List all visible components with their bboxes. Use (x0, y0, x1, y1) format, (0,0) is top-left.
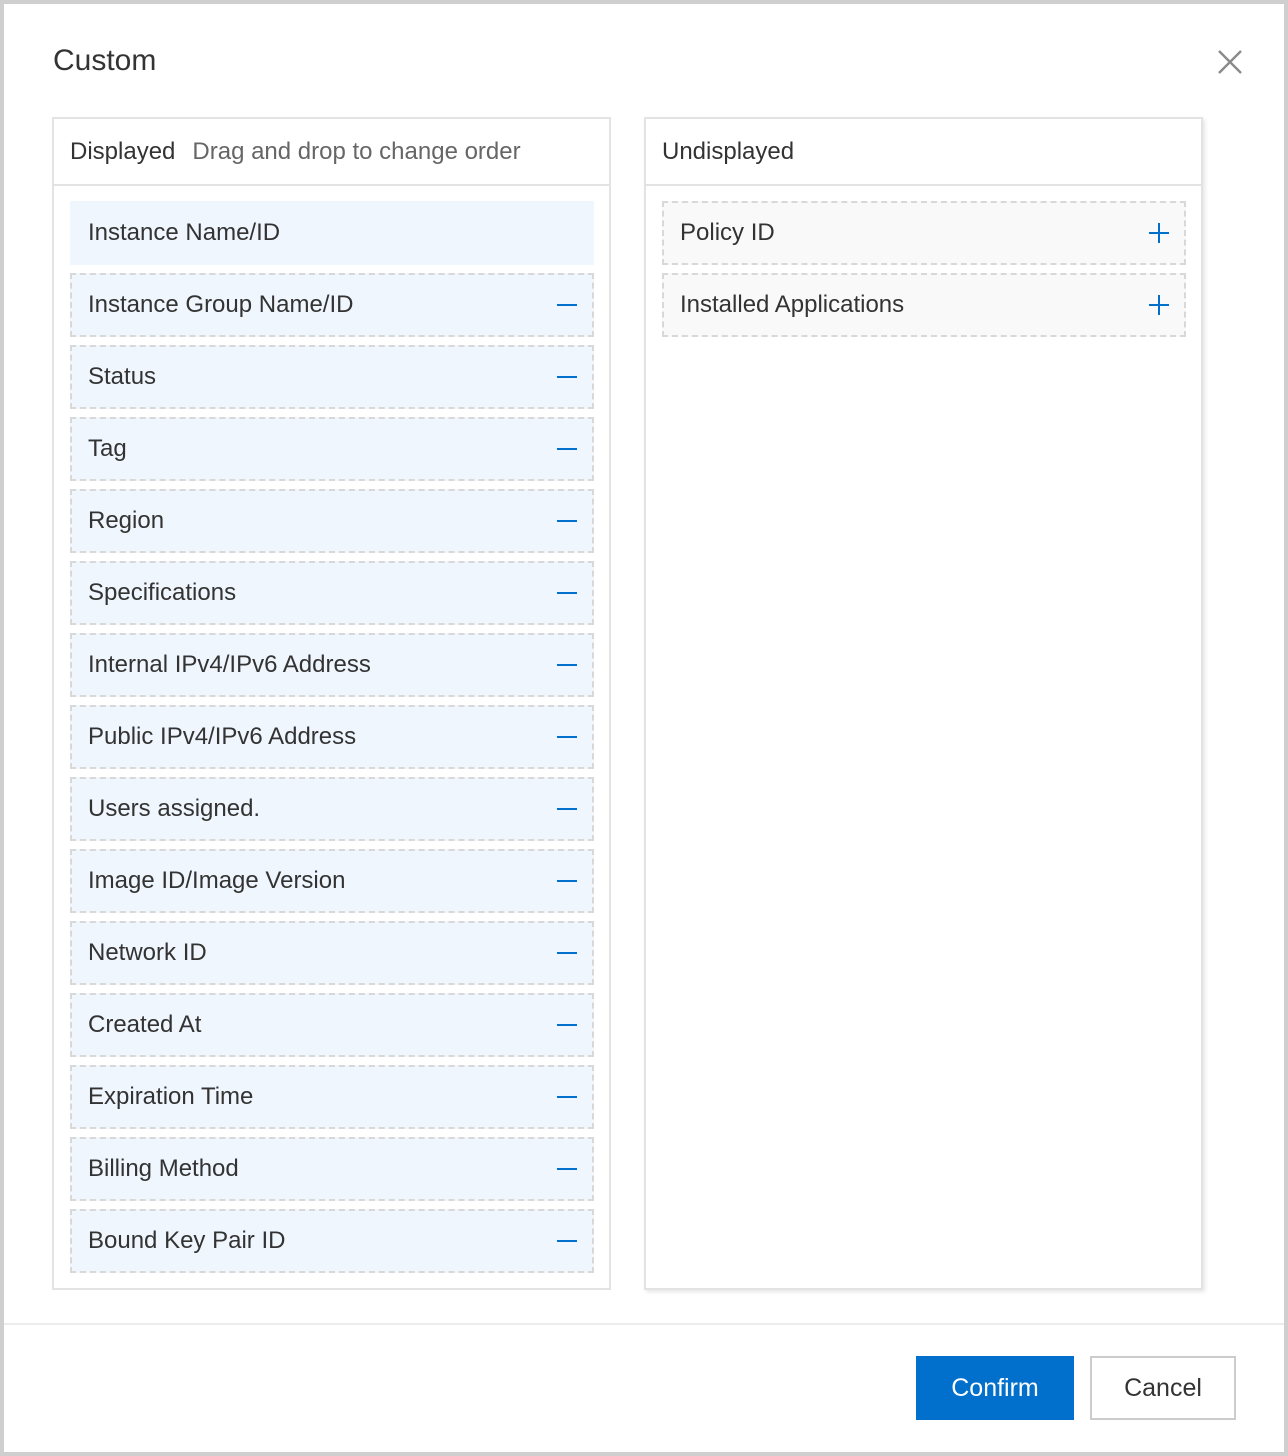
undisplayed-list (662, 201, 1186, 345)
minus-icon[interactable] (554, 508, 580, 534)
undisplayed-item-label: Policy ID (680, 219, 775, 246)
displayed-item-label: Billing Method (88, 1155, 239, 1182)
close-icon[interactable] (1210, 42, 1250, 82)
displayed-item-label: Instance Name/ID (88, 219, 281, 246)
displayed-item-label: Image ID/Image Version (88, 867, 346, 894)
displayed-list (70, 201, 594, 1281)
undisplayed-item[interactable] (662, 201, 1186, 265)
displayed-item[interactable] (70, 705, 594, 769)
minus-icon[interactable] (554, 652, 580, 678)
minus-icon[interactable] (554, 1228, 580, 1254)
minus-icon[interactable] (554, 1156, 580, 1182)
displayed-item-label: Region (88, 507, 165, 534)
displayed-item[interactable] (70, 273, 594, 337)
displayed-item-label: Created At (88, 1011, 202, 1038)
displayed-item-label: Tag (88, 435, 127, 462)
minus-icon[interactable] (554, 436, 580, 462)
drag-hint: Drag and drop to change order (192, 137, 521, 165)
dialog-title: Custom (53, 44, 157, 77)
undisplayed-panel-header (646, 119, 1201, 186)
displayed-item[interactable] (70, 633, 594, 697)
minus-icon[interactable] (554, 724, 580, 750)
cancel-button[interactable]: Cancel (1090, 1356, 1236, 1420)
displayed-item[interactable] (70, 345, 594, 409)
displayed-item[interactable] (70, 993, 594, 1057)
undisplayed-item-label: Installed Applications (680, 291, 905, 318)
undisplayed-title: Undisplayed (662, 137, 795, 165)
displayed-item[interactable] (70, 561, 594, 625)
displayed-item[interactable] (70, 489, 594, 553)
displayed-panel (52, 117, 611, 1290)
footer-divider (4, 1323, 1284, 1325)
minus-icon[interactable] (554, 796, 580, 822)
confirm-button[interactable]: Confirm (916, 1356, 1074, 1420)
minus-icon[interactable] (554, 940, 580, 966)
displayed-item-label: Expiration Time (88, 1083, 254, 1110)
undisplayed-panel (644, 117, 1203, 1290)
displayed-item[interactable] (70, 1209, 594, 1273)
minus-icon[interactable] (554, 292, 580, 318)
minus-icon[interactable] (554, 1084, 580, 1110)
displayed-title: Displayed (70, 137, 176, 165)
undisplayed-item[interactable] (662, 273, 1186, 337)
displayed-item-label: Public IPv4/IPv6 Address (88, 723, 357, 750)
displayed-item-label: Status (88, 363, 157, 390)
displayed-item-label: Internal IPv4/IPv6 Address (88, 651, 371, 678)
displayed-panel-header (54, 119, 609, 186)
displayed-item[interactable] (70, 417, 594, 481)
displayed-item-label: Network ID (88, 939, 207, 966)
displayed-item[interactable] (70, 849, 594, 913)
displayed-item[interactable] (70, 1065, 594, 1129)
displayed-item[interactable] (70, 1137, 594, 1201)
displayed-item[interactable] (70, 921, 594, 985)
minus-icon[interactable] (554, 1012, 580, 1038)
displayed-item-fixed (70, 201, 594, 265)
displayed-item-label: Instance Group Name/ID (88, 291, 354, 318)
minus-icon[interactable] (554, 364, 580, 390)
displayed-item-label: Bound Key Pair ID (88, 1227, 286, 1254)
plus-icon[interactable] (1146, 292, 1172, 318)
displayed-item-label: Users assigned. (88, 795, 261, 822)
minus-icon[interactable] (554, 868, 580, 894)
plus-icon[interactable] (1146, 220, 1172, 246)
displayed-item-label: Specifications (88, 579, 237, 606)
minus-icon[interactable] (554, 580, 580, 606)
displayed-item[interactable] (70, 777, 594, 841)
